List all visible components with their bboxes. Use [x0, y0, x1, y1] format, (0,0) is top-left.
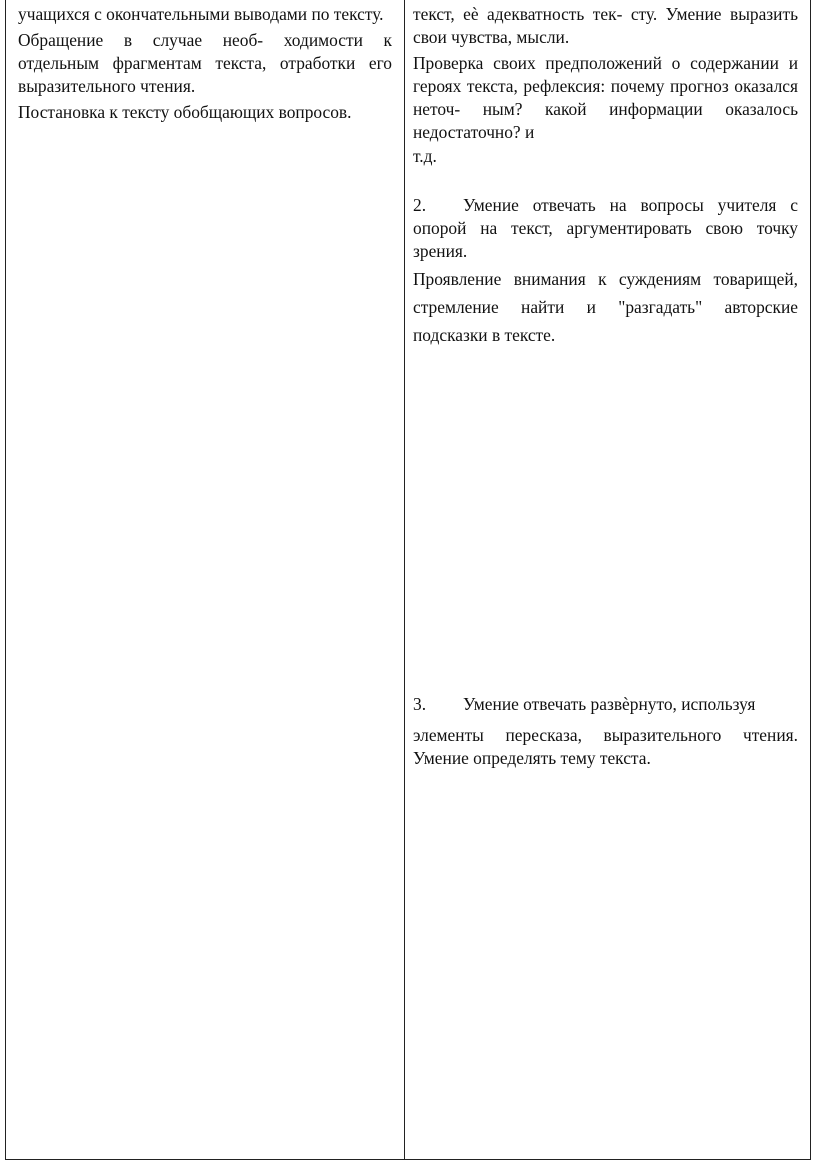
list-item-2-text: Умение отвечать на вопросы учителя с опорой на текст, аргументировать свою точку зрения. [413, 195, 798, 261]
list-item-3 [413, 693, 798, 716]
list-item-2 [413, 194, 798, 263]
list-item-3-text: Умение отвечать развѐрнуто, используя [463, 694, 756, 714]
list-number-2: 2. [413, 195, 427, 215]
left-paragraph-3: Постановка к тексту обобщающих вопросов. [18, 102, 352, 122]
left-column [6, 0, 405, 1159]
left-paragraph-1: учащихся с окончательными выводами по тексту. [18, 4, 384, 24]
right-paragraph-2: Проверка своих предположений о содержании и героях текста, рефлексия: почему прогноз оказался неточ- ным? какой информации оказалось недостаточно? и [413, 53, 798, 142]
right-paragraph-3: Проявление внимания к суждениям товарищей, стремление найти и "разгадать" авторские подсказки в тексте. [413, 269, 798, 345]
right-paragraph-1: текст, еѐ адекватность тек- сту. Умение выразить свои чувства, мысли. [413, 4, 798, 47]
right-paragraph-4: элементы пересказа, выразительного чтения. Умение определять тему текста. [413, 725, 798, 768]
right-column [405, 0, 810, 1159]
content-table [5, 0, 811, 1160]
left-paragraph-2: Обращение в случае необ- ходимости к отдельным фрагментам текста, отработки его выразительного чтения. [18, 30, 392, 96]
list-number-3: 3. [413, 694, 427, 714]
right-paragraph-2-tail: т.д. [413, 146, 437, 166]
